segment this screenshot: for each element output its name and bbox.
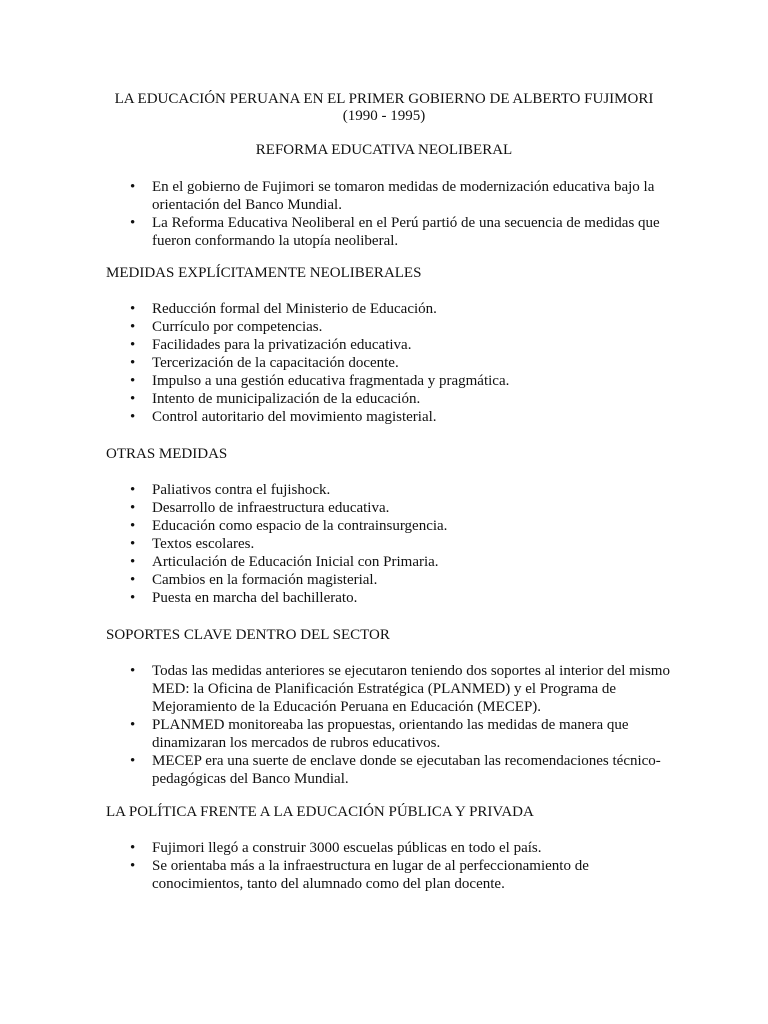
document-subtitle: REFORMA EDUCATIVA NEOLIBERAL bbox=[255, 142, 513, 158]
list-item: • Todas las medidas anteriores se ejecutaron teniendo dos soportes al interior del mismo MED: la Oficina de Planificación Estratégica (PLANMED) y el Programa de Mejoramiento de la Educación Peruana en Educación (MECEP). bbox=[0, 662, 672, 716]
explicit-measures-list bbox=[0, 300, 672, 426]
list-item: • Reducción formal del Ministerio de Educación. bbox=[0, 300, 672, 318]
list-item: • Fujimori llegó a construir 3000 escuelas públicas en todo el país. bbox=[0, 839, 672, 857]
list-item: • Paliativos contra el fujishock. bbox=[0, 481, 672, 499]
list-item: • Desarrollo de infraestructura educativa. bbox=[0, 499, 672, 517]
supports-list bbox=[0, 662, 672, 788]
section-heading-other: OTRAS MEDIDAS bbox=[106, 446, 228, 462]
list-item: • Cambios en la formación magisterial. bbox=[0, 571, 672, 589]
section-heading-supports: SOPORTES CLAVE DENTRO DEL SECTOR bbox=[106, 627, 390, 643]
list-item: • En el gobierno de Fujimori se tomaron medidas de modernización educativa bajo la orientación del Banco Mundial. bbox=[0, 178, 672, 214]
list-item: • Articulación de Educación Inicial con Primaria. bbox=[0, 553, 672, 571]
list-item: • MECEP era una suerte de enclave donde se ejecutaban las recomendaciones técnico-pedagógicas del Banco Mundial. bbox=[0, 752, 672, 788]
list-item: • Educación como espacio de la contrainsurgencia. bbox=[0, 517, 672, 535]
list-item: • PLANMED monitoreaba las propuestas, orientando las medidas de manera que dinamizaran los mercados de rubros educativos. bbox=[0, 716, 672, 752]
section-heading-policy: LA POLÍTICA FRENTE A LA EDUCACIÓN PÚBLICA Y PRIVADA bbox=[106, 804, 534, 820]
document-title: LA EDUCACIÓN PERUANA EN EL PRIMER GOBIERNO DE ALBERTO FUJIMORI bbox=[114, 91, 654, 107]
list-item: • La Reforma Educativa Neoliberal en el Perú partió de una secuencia de medidas que fueron conformando la utopía neoliberal. bbox=[0, 214, 672, 250]
document-title-years: (1990 - 1995) bbox=[342, 108, 426, 124]
intro-list bbox=[0, 178, 672, 250]
list-item: • Se orientaba más a la infraestructura en lugar de al perfeccionamiento de conocimientos, tanto del alumnado como del plan docente. bbox=[0, 857, 672, 893]
list-item: • Control autoritario del movimiento magisterial. bbox=[0, 408, 672, 426]
list-item: • Impulso a una gestión educativa fragmentada y pragmática. bbox=[0, 372, 672, 390]
list-item: • Intento de municipalización de la educación. bbox=[0, 390, 672, 408]
list-item: • Facilidades para la privatización educativa. bbox=[0, 336, 672, 354]
other-measures-list bbox=[0, 481, 672, 607]
policy-list bbox=[0, 839, 672, 893]
list-item: • Tercerización de la capacitación docente. bbox=[0, 354, 672, 372]
list-item: • Textos escolares. bbox=[0, 535, 672, 553]
list-item: • Currículo por competencias. bbox=[0, 318, 672, 336]
section-heading-explicit: MEDIDAS EXPLÍCITAMENTE NEOLIBERALES bbox=[106, 265, 422, 281]
list-item: • Puesta en marcha del bachillerato. bbox=[0, 589, 672, 607]
